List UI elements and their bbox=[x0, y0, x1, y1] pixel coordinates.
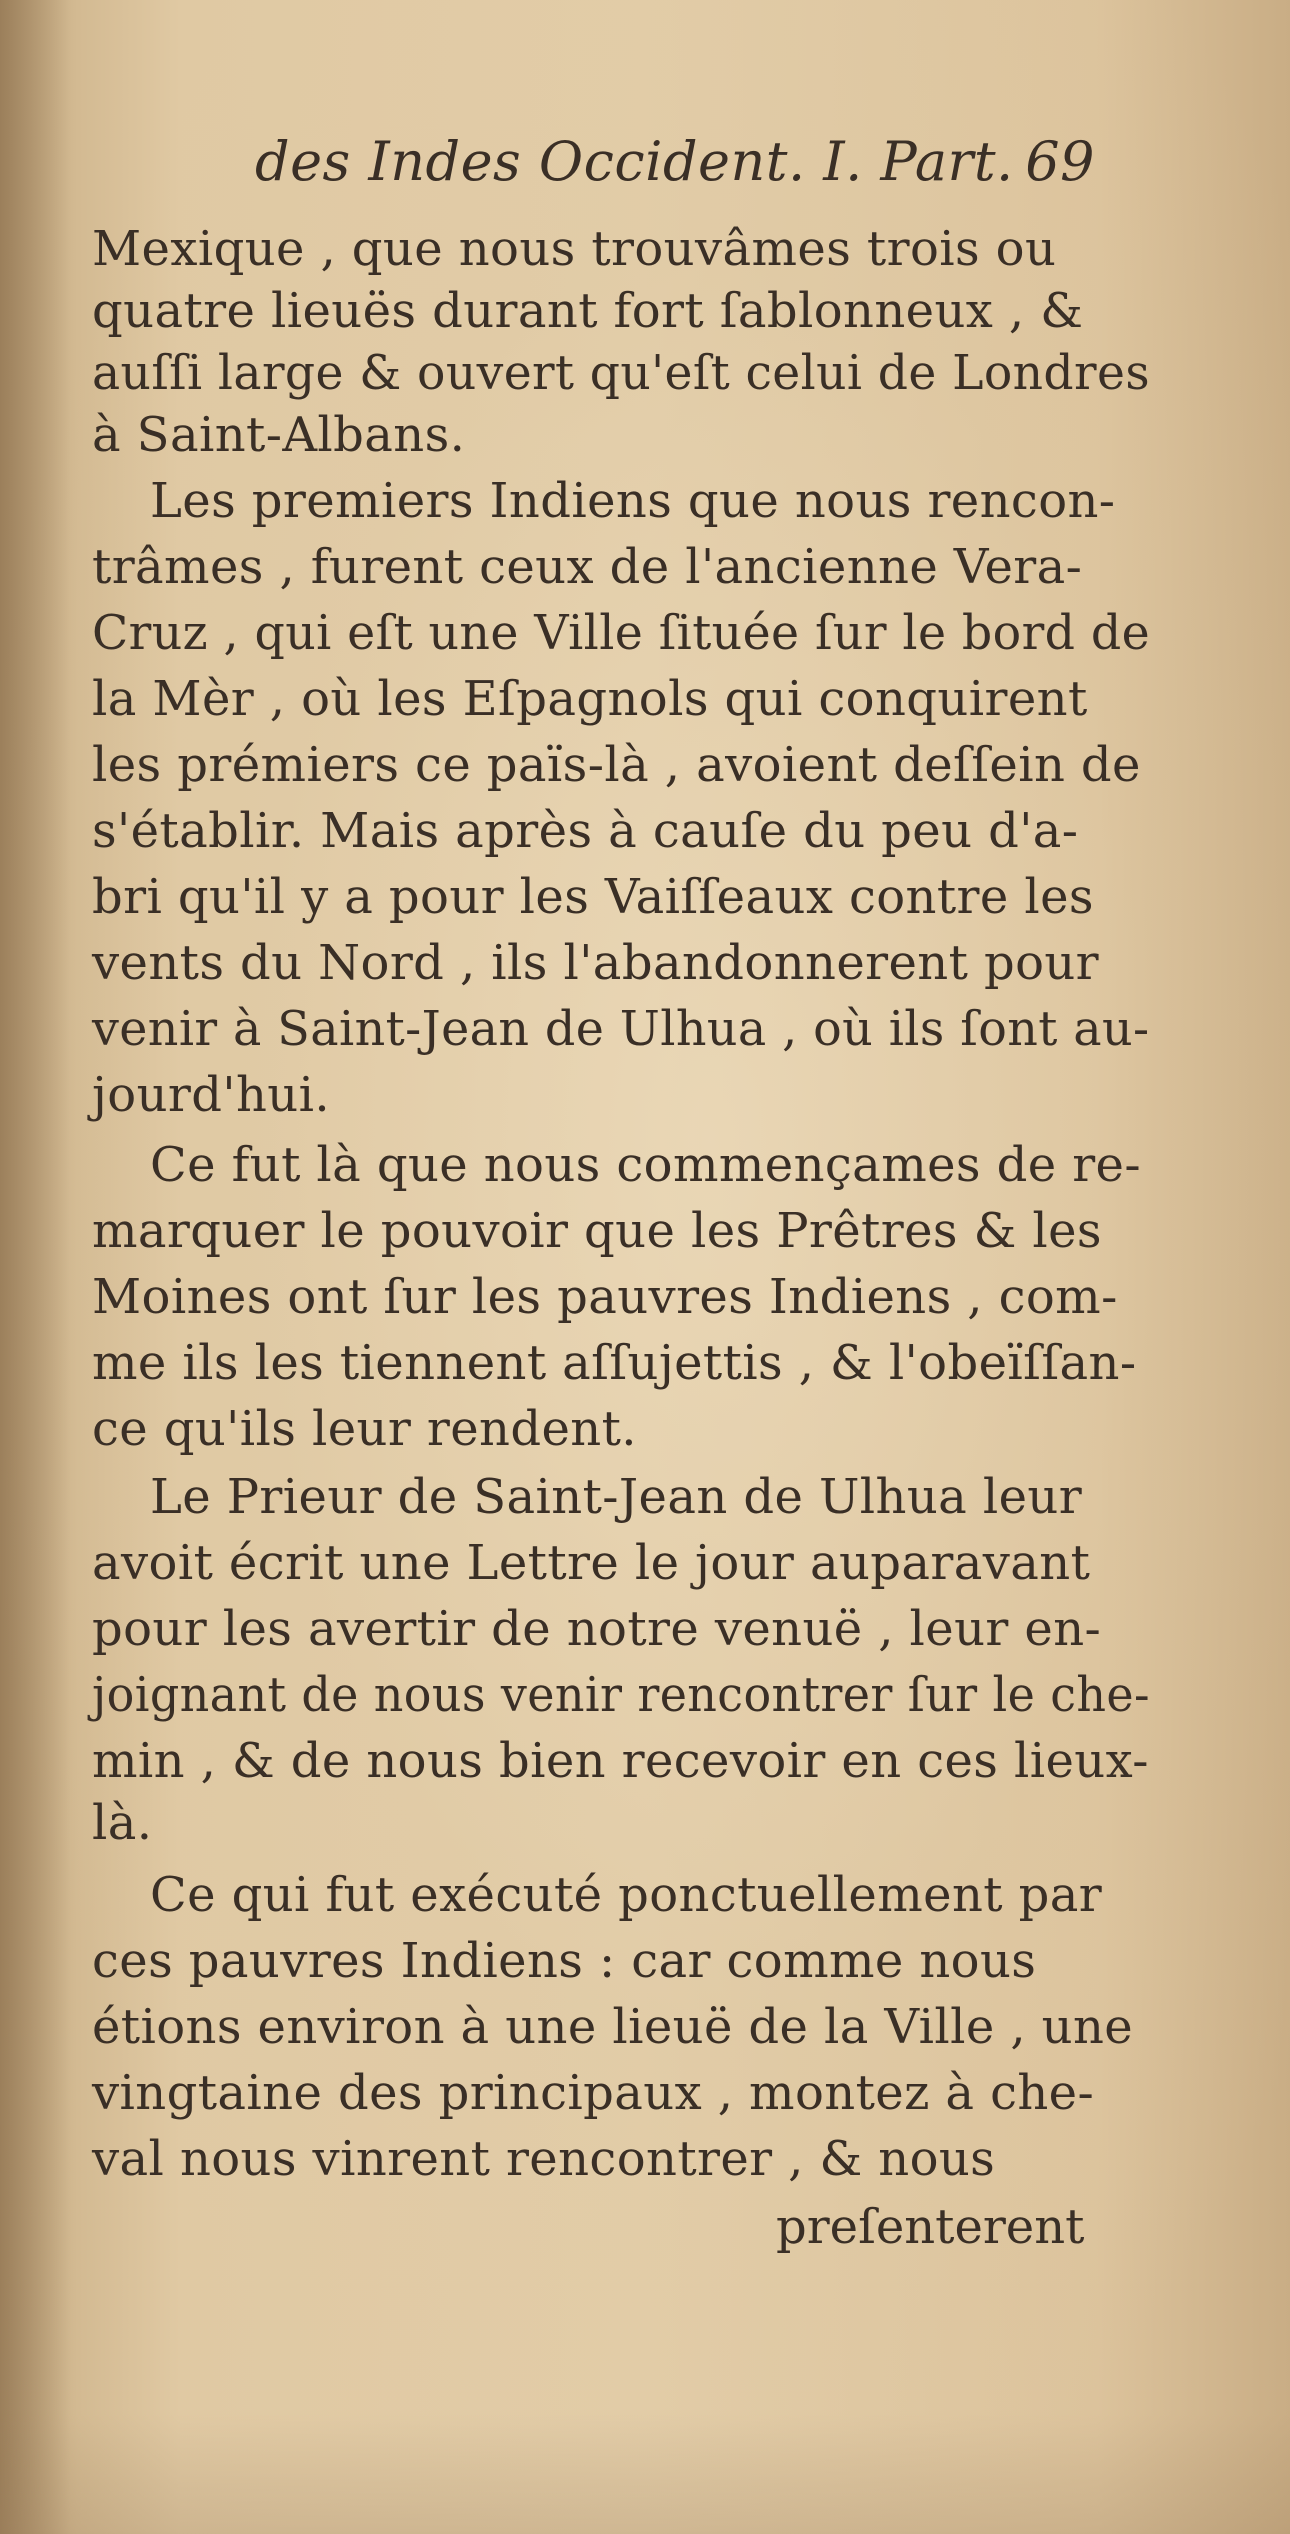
text-line: marquer le pouvoir que les Prêtres & les bbox=[92, 1203, 1102, 1259]
text-line: jourd'hui. bbox=[92, 1067, 330, 1123]
text-line: Cruz , qui eſt une Ville ſituée ſur le bord de bbox=[92, 605, 1151, 661]
catchword: preſenterent bbox=[776, 2199, 1085, 2255]
text-line: Mexique , que nous trouvâmes trois ou bbox=[92, 221, 1057, 277]
text-line: s'établir. Mais après à cauſe du peu d'a- bbox=[92, 803, 1079, 859]
text-line: Les premiers Indiens que nous rencon- bbox=[150, 473, 1116, 529]
text-line: Ce fut là que nous commençames de re- bbox=[150, 1137, 1141, 1193]
text-line: Le Prieur de Saint-Jean de Ulhua leur bbox=[150, 1469, 1083, 1525]
running-head bbox=[255, 122, 1095, 202]
text-line: me ils les tiennent aſſujettis , & l'obeïſſan- bbox=[92, 1335, 1137, 1391]
text-line: vingtaine des principaux , montez à che- bbox=[92, 2065, 1095, 2121]
text-line: Ce qui fut exécuté ponctuellement par bbox=[150, 1867, 1103, 1923]
page-number: 69 bbox=[1025, 130, 1095, 193]
text-line: trâmes , furent ceux de l'ancienne Vera- bbox=[92, 539, 1083, 595]
running-title: des Indes Occident. I. Part. bbox=[255, 130, 1014, 193]
text-line: à Saint-Albans. bbox=[92, 407, 466, 463]
text-line: les prémiers ce païs-là , avoient deſſein de bbox=[92, 737, 1141, 793]
text-line: auſſi large & ouvert qu'eſt celui de Londres bbox=[92, 345, 1150, 401]
text-line: Moines ont ſur les pauvres Indiens , com- bbox=[92, 1269, 1118, 1325]
text-line: joignant de nous venir rencontrer ſur le che- bbox=[92, 1667, 1150, 1723]
text-line: pour les avertir de notre venuë , leur en- bbox=[92, 1601, 1102, 1657]
text-line: bri qu'il y a pour les Vaiſſeaux contre les bbox=[92, 869, 1094, 925]
text-line: étions environ à une lieuë de la Ville , une bbox=[92, 1999, 1134, 2055]
text-line: vents du Nord , ils l'abandonnerent pour bbox=[92, 935, 1100, 991]
text-line: avoit écrit une Lettre le jour auparavant bbox=[92, 1535, 1091, 1591]
text-line: ce qu'ils leur rendent. bbox=[92, 1401, 637, 1457]
text-line: quatre lieuës durant fort ſablonneux , & bbox=[92, 283, 1084, 339]
text-line: val nous vinrent rencontrer , & nous bbox=[92, 2131, 996, 2187]
text-line: ces pauvres Indiens : car comme nous bbox=[92, 1933, 1037, 1989]
text-line: venir à Saint-Jean de Ulhua , où ils ſont au- bbox=[92, 1001, 1150, 1057]
text-line: min , & de nous bien recevoir en ces lieux- bbox=[92, 1733, 1149, 1789]
text-line: la Mèr , où les Eſpagnols qui conquirent bbox=[92, 671, 1088, 727]
text-line: là. bbox=[92, 1795, 153, 1851]
